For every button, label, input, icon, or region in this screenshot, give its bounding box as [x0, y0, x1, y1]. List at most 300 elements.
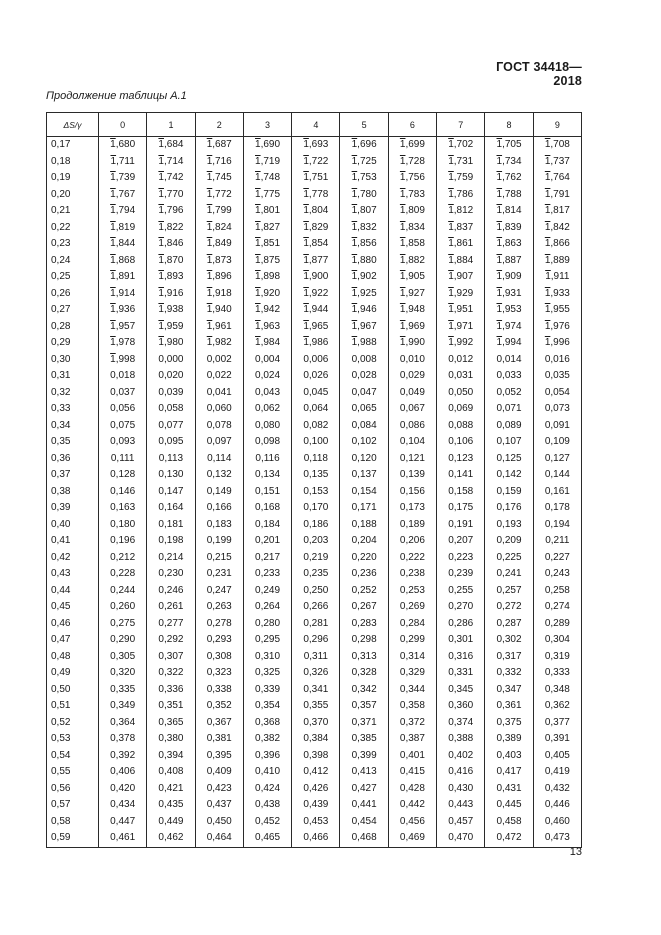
value-cell: 0,186 [292, 517, 340, 534]
mantissa: ,742 [163, 172, 184, 183]
value-cell: 0,354 [243, 698, 291, 715]
value-cell [195, 187, 243, 204]
negative-characteristic: 1 [303, 172, 309, 183]
value-cell: 0,338 [195, 682, 243, 699]
mantissa: ,959 [163, 320, 184, 332]
page-number: 13 [569, 846, 582, 858]
mantissa: ,918 [212, 287, 232, 299]
value-cell: 0,329 [388, 665, 436, 682]
mantissa: ,951 [453, 304, 474, 315]
value-cell: 0,339 [243, 682, 291, 699]
value-cell [340, 286, 388, 303]
mantissa: ,880 [357, 254, 377, 266]
negative-characteristic: 1 [303, 205, 309, 216]
row-argument-cell: 0,50 [47, 682, 99, 699]
negative-characteristic: 1 [303, 254, 309, 266]
value-cell: 0,305 [99, 649, 147, 666]
table-row [47, 368, 582, 385]
value-cell: 0,194 [533, 517, 581, 534]
value-cell: 0,358 [388, 698, 436, 715]
value-cell: 0,287 [485, 616, 533, 633]
mantissa: ,948 [405, 304, 425, 315]
value-cell [340, 253, 388, 270]
value-cell: 0,018 [99, 368, 147, 385]
value-cell: 0,189 [388, 517, 436, 534]
negative-characteristic: 1 [303, 320, 309, 332]
value-cell: 0,351 [147, 698, 195, 715]
negative-characteristic: 1 [448, 271, 454, 282]
negative-characteristic: 1 [544, 221, 551, 233]
mantissa: ,986 [308, 337, 329, 348]
negative-characteristic: 1 [496, 188, 503, 200]
negative-characteristic: 1 [303, 221, 309, 233]
mantissa: ,739 [115, 172, 136, 183]
value-cell: 0,296 [292, 632, 340, 649]
value-cell: 0,302 [485, 632, 533, 649]
table-row [47, 797, 582, 814]
table-row [47, 830, 582, 847]
value-cell: 0,246 [147, 583, 195, 600]
value-cell: 0,078 [195, 418, 243, 435]
value-cell: 0,280 [243, 616, 291, 633]
value-cell [388, 203, 436, 220]
negative-characteristic: 1 [448, 337, 454, 348]
value-cell: 0,073 [533, 401, 581, 418]
value-cell: 0,382 [243, 731, 291, 748]
value-cell: 0,453 [292, 814, 340, 831]
negative-characteristic: 1 [206, 238, 213, 249]
value-cell [340, 319, 388, 336]
negative-characteristic: 1 [448, 155, 454, 167]
row-argument-cell: 0,56 [47, 781, 99, 798]
mantissa: ,927 [405, 287, 425, 299]
value-cell: 0,225 [485, 550, 533, 567]
negative-characteristic: 1 [399, 139, 406, 150]
mantissa: ,770 [163, 188, 184, 200]
value-cell [99, 302, 147, 319]
value-cell [243, 203, 291, 220]
value-cell: 0,163 [99, 500, 147, 517]
value-cell [388, 302, 436, 319]
value-cell [340, 236, 388, 253]
value-cell: 0,128 [99, 467, 147, 484]
value-cell: 0,219 [292, 550, 340, 567]
value-cell: 0,465 [243, 830, 291, 847]
value-cell: 0,056 [99, 401, 147, 418]
row-argument-cell: 0,48 [47, 649, 99, 666]
table-row [47, 269, 582, 286]
value-cell: 0,204 [340, 533, 388, 550]
mantissa: ,925 [357, 287, 377, 299]
negative-characteristic: 1 [544, 172, 551, 183]
value-cell: 0,336 [147, 682, 195, 699]
mantissa: ,863 [502, 238, 522, 249]
mantissa: ,870 [163, 254, 184, 266]
value-cell: 0,176 [485, 500, 533, 517]
column-header-digit: 1 [147, 113, 195, 137]
mantissa: ,753 [357, 172, 377, 183]
negative-characteristic: 1 [544, 254, 551, 266]
value-cell [340, 203, 388, 220]
value-cell: 0,431 [485, 781, 533, 798]
value-cell: 0,269 [388, 599, 436, 616]
value-cell [147, 154, 195, 171]
mantissa: ,780 [357, 188, 377, 200]
negative-characteristic: 1 [206, 172, 213, 183]
value-cell: 0,154 [340, 484, 388, 501]
mantissa: ,731 [453, 155, 474, 167]
value-cell: 0,223 [437, 550, 485, 567]
value-cell: 0,311 [292, 649, 340, 666]
value-cell: 0,257 [485, 583, 533, 600]
value-cell [533, 137, 581, 154]
mantissa: ,711 [116, 155, 135, 167]
value-cell: 0,360 [437, 698, 485, 715]
negative-characteristic: 1 [399, 172, 406, 183]
value-cell [485, 220, 533, 237]
mantissa: ,907 [453, 271, 474, 282]
value-cell: 0,253 [388, 583, 436, 600]
value-cell: 0,290 [99, 632, 147, 649]
negative-characteristic: 1 [158, 139, 164, 150]
negative-characteristic: 1 [255, 139, 261, 150]
negative-characteristic: 1 [544, 205, 551, 216]
mantissa: ,887 [502, 254, 522, 266]
table-row [47, 286, 582, 303]
value-cell [388, 335, 436, 352]
value-cell: 0,408 [147, 764, 195, 781]
negative-characteristic: 1 [448, 304, 454, 315]
negative-characteristic: 1 [399, 287, 406, 299]
value-cell: 0,316 [437, 649, 485, 666]
negative-characteristic: 1 [255, 188, 261, 200]
value-cell: 0,377 [533, 715, 581, 732]
value-cell: 0,164 [147, 500, 195, 517]
table-row [47, 698, 582, 715]
value-cell: 0,406 [99, 764, 147, 781]
value-cell: 0,427 [340, 781, 388, 798]
mantissa: ,965 [308, 320, 329, 332]
value-cell: 0,212 [99, 550, 147, 567]
negative-characteristic: 1 [255, 172, 261, 183]
value-cell [388, 269, 436, 286]
row-argument-cell: 0,23 [47, 236, 99, 253]
mantissa: ,967 [357, 320, 377, 332]
value-cell [243, 319, 291, 336]
negative-characteristic: 1 [255, 271, 261, 282]
mantissa: ,796 [163, 205, 184, 216]
mantissa: ,842 [550, 221, 570, 233]
table-row [47, 748, 582, 765]
value-cell: 0,464 [195, 830, 243, 847]
value-cell: 0,012 [437, 352, 485, 369]
value-cell: 0,047 [340, 385, 388, 402]
value-cell: 0,413 [340, 764, 388, 781]
value-cell: 0,348 [533, 682, 581, 699]
value-cell: 0,275 [99, 616, 147, 633]
value-cell: 0,170 [292, 500, 340, 517]
mantissa: ,931 [502, 287, 522, 299]
negative-characteristic: 1 [206, 337, 213, 348]
negative-characteristic: 1 [206, 139, 213, 150]
negative-characteristic: 1 [206, 205, 213, 216]
value-cell: 0,235 [292, 566, 340, 583]
value-cell: 0,332 [485, 665, 533, 682]
value-cell: 0,002 [195, 352, 243, 369]
value-cell [340, 269, 388, 286]
value-cell [485, 187, 533, 204]
value-cell: 0,261 [147, 599, 195, 616]
value-cell: 0,272 [485, 599, 533, 616]
value-cell: 0,024 [243, 368, 291, 385]
value-cell: 0,071 [485, 401, 533, 418]
negative-characteristic: 1 [351, 205, 358, 216]
column-header-argument: ΔS/γ [47, 113, 99, 137]
value-cell: 0,452 [243, 814, 291, 831]
mantissa: ,783 [405, 188, 425, 200]
table-row [47, 484, 582, 501]
value-cell: 0,342 [340, 682, 388, 699]
value-cell: 0,144 [533, 467, 581, 484]
table-row [47, 665, 582, 682]
value-cell: 0,217 [243, 550, 291, 567]
mantissa: ,822 [163, 221, 184, 233]
value-cell: 0,203 [292, 533, 340, 550]
table-header-row [47, 113, 582, 137]
mantissa: ,994 [502, 337, 522, 348]
value-cell [147, 187, 195, 204]
table-row [47, 203, 582, 220]
value-cell: 0,292 [147, 632, 195, 649]
mantissa: ,807 [357, 205, 377, 216]
value-cell [147, 203, 195, 220]
mantissa: ,693 [308, 139, 329, 150]
value-cell [195, 154, 243, 171]
value-cell: 0,180 [99, 517, 147, 534]
value-cell [195, 302, 243, 319]
row-argument-cell: 0,41 [47, 533, 99, 550]
negative-characteristic: 1 [544, 337, 551, 348]
value-cell [485, 286, 533, 303]
mantissa: ,953 [502, 304, 522, 315]
value-cell: 0,281 [292, 616, 340, 633]
negative-characteristic: 1 [448, 139, 454, 150]
value-cell [533, 154, 581, 171]
value-cell [437, 302, 485, 319]
table-row [47, 500, 582, 517]
mantissa: ,824 [212, 221, 232, 233]
mantissa: ,756 [405, 172, 425, 183]
table-row [47, 731, 582, 748]
table-row [47, 335, 582, 352]
value-cell: 0,206 [388, 533, 436, 550]
negative-characteristic: 1 [158, 205, 164, 216]
value-cell: 0,424 [243, 781, 291, 798]
mantissa: ,687 [212, 139, 232, 150]
value-cell: 0,008 [340, 352, 388, 369]
value-cell: 0,466 [292, 830, 340, 847]
value-cell: 0,313 [340, 649, 388, 666]
mantissa: ,996 [550, 337, 570, 348]
mantissa: ,728 [405, 155, 425, 167]
column-header-digit: 6 [388, 113, 436, 137]
row-argument-cell: 0,22 [47, 220, 99, 237]
value-cell [99, 236, 147, 253]
negative-characteristic: 1 [110, 238, 116, 249]
mantissa: ,708 [550, 139, 570, 150]
value-cell: 0,255 [437, 583, 485, 600]
table-caption: Продолжение таблицы А.1 [46, 90, 187, 102]
value-cell: 0,209 [485, 533, 533, 550]
negative-characteristic: 1 [303, 304, 309, 315]
value-cell: 0,054 [533, 385, 581, 402]
value-cell: 0,220 [340, 550, 388, 567]
value-cell: 0,405 [533, 748, 581, 765]
value-cell: 0,201 [243, 533, 291, 550]
negative-characteristic: 1 [399, 205, 406, 216]
mantissa: ,891 [115, 271, 136, 282]
value-cell: 0,091 [533, 418, 581, 435]
value-cell: 0,449 [147, 814, 195, 831]
mantissa: ,751 [308, 172, 329, 183]
negative-characteristic: 1 [206, 304, 213, 315]
mantissa: ,916 [163, 287, 184, 299]
value-cell: 0,442 [388, 797, 436, 814]
value-cell: 0,130 [147, 467, 195, 484]
value-cell [437, 269, 485, 286]
row-argument-cell: 0,51 [47, 698, 99, 715]
negative-characteristic: 1 [448, 287, 454, 299]
value-cell: 0,149 [195, 484, 243, 501]
value-cell: 0,141 [437, 467, 485, 484]
mantissa: ,990 [405, 337, 425, 348]
mantissa: ,839 [502, 221, 522, 233]
mantissa: ,866 [550, 238, 570, 249]
mantissa: ,759 [453, 172, 474, 183]
mantissa: ,851 [260, 238, 281, 249]
value-cell: 0,394 [147, 748, 195, 765]
value-cell: 0,093 [99, 434, 147, 451]
value-cell [485, 335, 533, 352]
value-cell: 0,322 [147, 665, 195, 682]
value-cell: 0,310 [243, 649, 291, 666]
value-cell [533, 319, 581, 336]
value-cell: 0,396 [243, 748, 291, 765]
negative-characteristic: 1 [110, 353, 116, 365]
negative-characteristic: 1 [255, 238, 261, 249]
negative-characteristic: 1 [206, 155, 213, 167]
mantissa: ,940 [212, 304, 232, 315]
value-cell [388, 236, 436, 253]
negative-characteristic: 1 [544, 139, 551, 150]
value-cell: 0,435 [147, 797, 195, 814]
table-row [47, 764, 582, 781]
table-row [47, 550, 582, 567]
value-cell: 0,409 [195, 764, 243, 781]
mantissa: ,858 [405, 238, 425, 249]
document-code: ГОСТ 34418—2018 [496, 60, 582, 88]
value-cell: 0,317 [485, 649, 533, 666]
negative-characteristic: 1 [448, 221, 454, 233]
mantissa: ,794 [115, 205, 136, 216]
table-row [47, 632, 582, 649]
mantissa: ,900 [308, 271, 329, 282]
negative-characteristic: 1 [399, 320, 406, 332]
mantissa: ,933 [550, 287, 570, 299]
negative-characteristic: 1 [399, 238, 406, 249]
mantissa: ,725 [357, 155, 377, 167]
row-argument-cell: 0,40 [47, 517, 99, 534]
value-cell: 0,371 [340, 715, 388, 732]
negative-characteristic: 1 [255, 304, 261, 315]
negative-characteristic: 1 [206, 287, 213, 299]
negative-characteristic: 1 [110, 271, 116, 282]
value-cell [485, 137, 533, 154]
mantissa: ,702 [453, 139, 474, 150]
value-cell [99, 187, 147, 204]
value-cell: 0,461 [99, 830, 147, 847]
value-cell [437, 220, 485, 237]
mantissa: ,834 [405, 221, 425, 233]
row-argument-cell: 0,31 [47, 368, 99, 385]
value-cell [195, 137, 243, 154]
negative-characteristic: 1 [206, 188, 213, 200]
negative-characteristic: 1 [399, 271, 406, 282]
value-cell: 0,214 [147, 550, 195, 567]
negative-characteristic: 1 [544, 155, 551, 167]
column-header-digit: 4 [292, 113, 340, 137]
value-cell: 0,328 [340, 665, 388, 682]
negative-characteristic: 1 [303, 139, 309, 150]
value-cell: 0,132 [195, 467, 243, 484]
value-cell [292, 319, 340, 336]
value-cell: 0,264 [243, 599, 291, 616]
value-cell: 0,137 [340, 467, 388, 484]
value-cell [340, 187, 388, 204]
value-cell: 0,102 [340, 434, 388, 451]
negative-characteristic: 1 [496, 205, 503, 216]
value-cell: 0,362 [533, 698, 581, 715]
value-cell [292, 220, 340, 237]
value-cell [437, 170, 485, 187]
negative-characteristic: 1 [448, 172, 454, 183]
value-cell: 0,260 [99, 599, 147, 616]
negative-characteristic: 1 [544, 304, 551, 315]
value-cell: 0,430 [437, 781, 485, 798]
value-cell: 0,075 [99, 418, 147, 435]
value-cell: 0,236 [340, 566, 388, 583]
value-cell [533, 220, 581, 237]
row-argument-cell: 0,44 [47, 583, 99, 600]
value-cell: 0,341 [292, 682, 340, 699]
row-argument-cell: 0,28 [47, 319, 99, 336]
mantissa: ,971 [453, 320, 474, 332]
value-cell: 0,109 [533, 434, 581, 451]
row-argument-cell: 0,45 [47, 599, 99, 616]
value-cell: 0,378 [99, 731, 147, 748]
table-row [47, 566, 582, 583]
row-argument-cell: 0,53 [47, 731, 99, 748]
mantissa: ,877 [308, 254, 329, 266]
column-header-digit: 8 [485, 113, 533, 137]
value-cell: 0,277 [147, 616, 195, 633]
negative-characteristic: 1 [545, 271, 551, 282]
mantissa: ,984 [260, 337, 281, 348]
value-cell [243, 154, 291, 171]
value-cell [533, 187, 581, 204]
value-cell: 0,035 [533, 368, 581, 385]
value-cell: 0,345 [437, 682, 485, 699]
